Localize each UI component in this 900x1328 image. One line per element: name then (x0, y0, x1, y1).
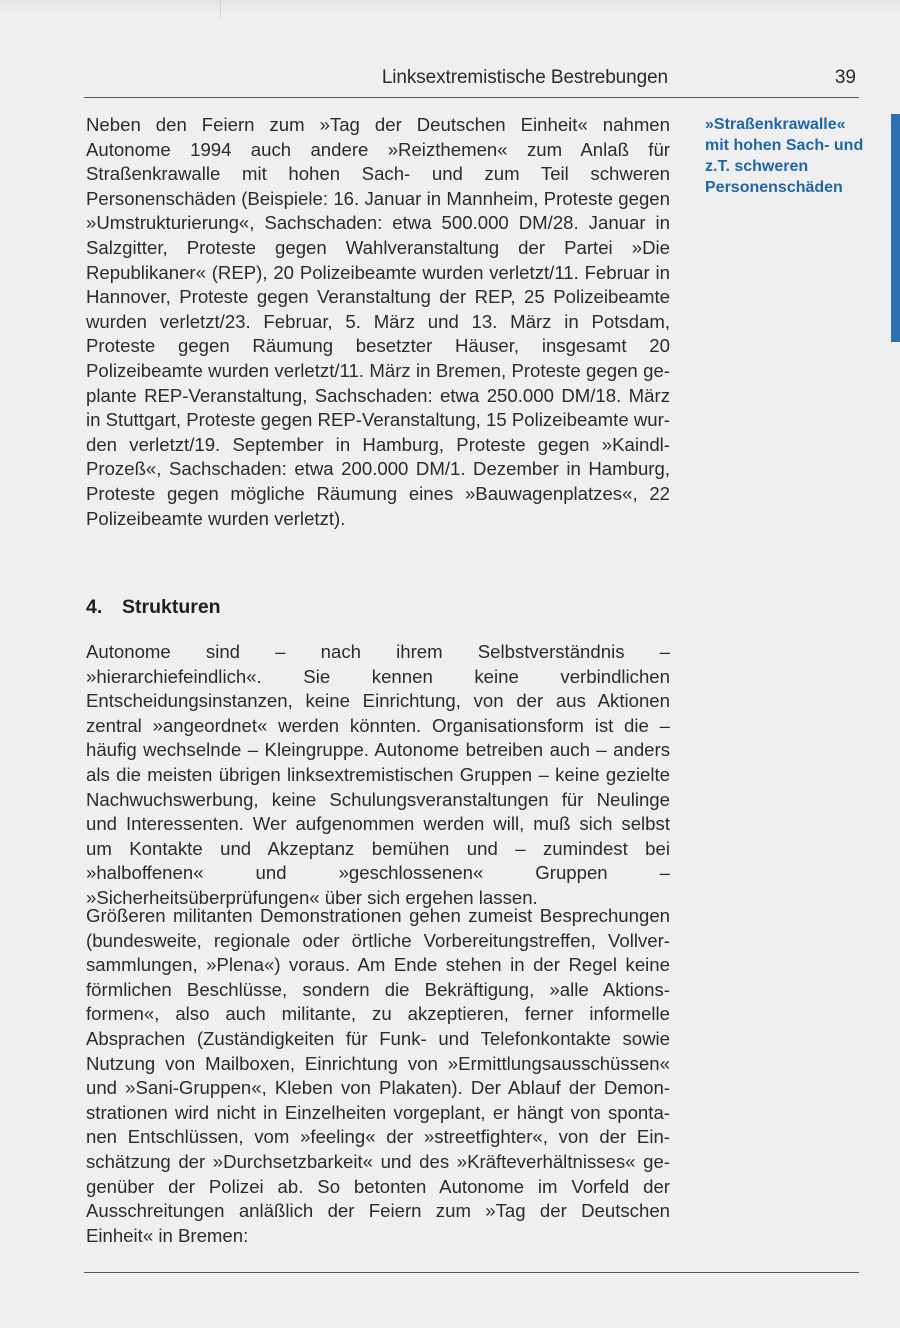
paragraph-straßenkrawalle: Neben den Feiern zum »Tag der Deutschen Einheit« nahmen Autonome 1994 auch andere »Reizthemen« zum Anlaß für Straßenkrawalle mit hohen Sach- und zum Teil schweren Personenschäden (Beispiele: 16. Januar in Mannheim, Proteste gegen »Umstrukturierung«, Sachschaden: etwa 500.000 DM/28. Januar in Salzgitter, Proteste gegen Wahlveranstaltung der Partei »Die Republikaner« (REP), 20 Polizeibeamte wurden verletzt/11. Februar in Hannover, Proteste gegen Veranstaltung der REP, 25 Polizeibeamte wurden verletzt/23. Februar, 5. März und 13. März in Potsdam, Proteste gegen Räumung besetzter Häuser, insgesamt 20 Polizeibeamte wurden verletzt/11. März in Bremen, Proteste gegen geplante REP-Veranstaltung, Sachschaden: etwa 250.000 DM/18. März in Stuttgart, Proteste gegen REP-Veranstaltung, 15 Polizeibeamte wurden verletzt/19. September in Hamburg, Proteste gegen »Kaindl-Prozeß«, Sachschaden: etwa 200.000 DM/1. Dezember in Hamburg, Proteste gegen mögliche Räumung eines »Bauwagenplatzes«, 22 Polizeibeamte wurden verletzt). (86, 114, 670, 529)
margin-color-tab (891, 114, 900, 342)
running-header-title: Linksextremistische Bestrebungen (381, 67, 668, 88)
paragraph-organisation: Autonome sind – nach ihrem Selbstverständnis – »hierarchiefeindlich«. Sie kennen keine verbindlichen Entscheidungsinstanzen, keine Einrichtung, von der aus Aktionen zentral »angeordnet« werden könnten. Organisationsform ist die – häufig wechselnde – Kleingruppe. Autonome betreiben auch – anders als die meisten übrigen linksextremistischen Gruppen – keine gezielte Nachwuchswerbung, keine Schulungsveranstaltungen für Neulinge und Interessenten. Wer aufgenommen werden will, muß sich selbst um Kontakte und Akzeptanz bemühen und – zumindest bei »halboffenen« und »geschlossenen« Gruppen – »Sicherheitsüberprüfungen« über sich ergehen lassen. (86, 641, 670, 908)
paragraph-demonstrationen: Größeren militanten Demonstrationen gehen zumeist Besprechungen (bundesweite, regionale oder örtliche Vorbereitungstreffen, Vollversammlungen, »Plena«) voraus. Am Ende stehen in der Regel keine förmlichen Beschlüsse, sondern die Bekräftigung, »alle Aktionsformen«, also auch militante, zu akzeptieren, ferner informelle Absprachen (Zuständigkeiten für Funk- und Telefonkontakte sowie Nutzung von Mailboxen, Einrichtung von »Ermittlungsausschüssen« und »Sani-Gruppen«, Kleben von Plakaten). Der Ablauf der Demonstrationen wird nicht in Einzelheiten vorgeplant, er hängt von spontanen Entschlüssen, vom »feeling« der »streetfighter«, von der Einschätzung der »Durchsetzbarkeit« und des »Kräfteverhältnisses« gegenüber der Polizei ab. So betonten Autonome im Vorfeld der Ausschreitungen anläßlich der Feiern zum »Tag der Deutschen Einheit« in Bremen: (86, 905, 670, 1246)
section-number: 4. (86, 596, 103, 618)
margin-note: »Straßenkrawalle« mit hohen Sach- und z.T. schweren Personenschäden (705, 116, 864, 196)
scan-crease (220, 0, 221, 18)
page-number: 39 (834, 67, 856, 88)
section-heading (86, 596, 221, 619)
header-rule (84, 97, 859, 98)
section-title: Strukturen (122, 596, 221, 618)
page-top-shadow (0, 0, 900, 14)
footer-rule (84, 1272, 859, 1273)
